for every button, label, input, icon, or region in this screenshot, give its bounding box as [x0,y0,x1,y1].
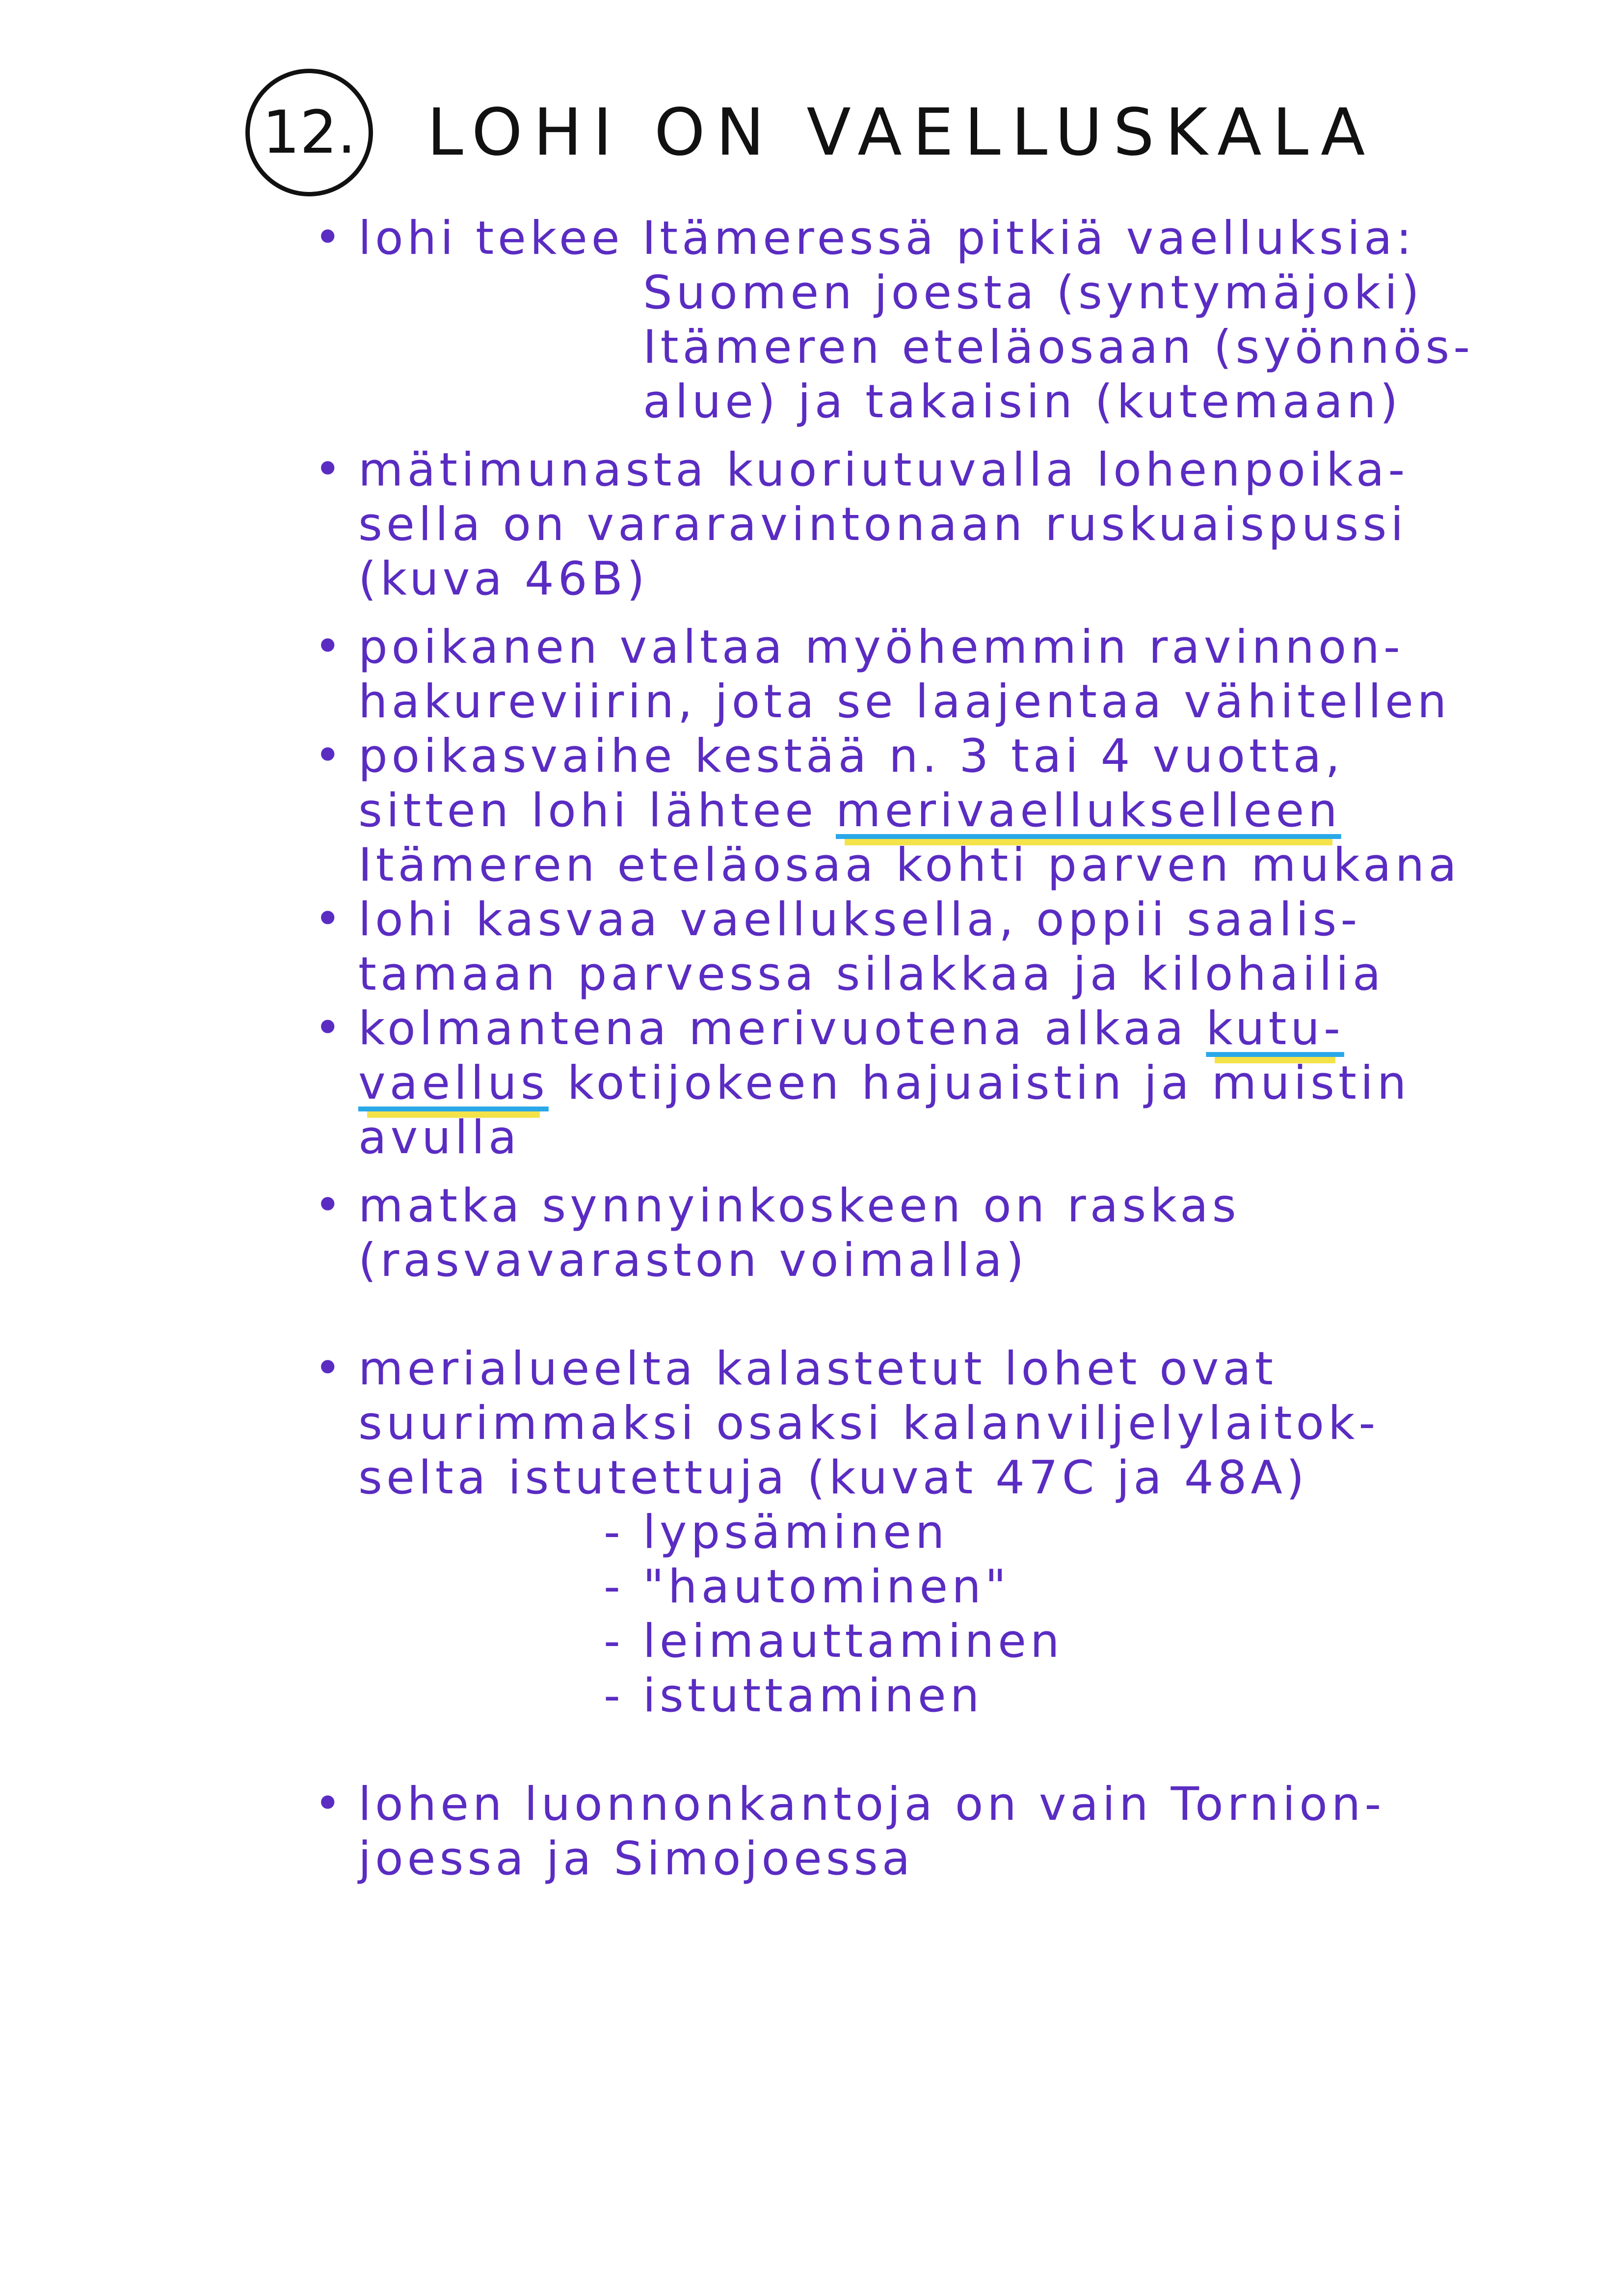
note-line [358,783,1600,838]
note-item [304,892,1600,1001]
sub-item: - "hautominen" [604,1560,1011,1614]
note-line: hakureviirin, jota se laajentaa vähitellen [358,675,1451,729]
bullet-icon: • [314,211,346,265]
note-line: poikasvaihe kestää n. 3 tai 4 vuotta, [358,729,1344,783]
note-line: matka synnyinkoskeen on raskas [358,1179,1240,1233]
sub-item: - leimauttaminen [604,1615,1064,1668]
note-line: lohi kasvaa vaelluksella, oppii saalis- [358,893,1361,946]
note-line: joessa ja Simojoessa [358,1832,914,1886]
note-line [358,1001,1600,1056]
note-item [304,729,1600,892]
note-line: tamaan parvessa silakkaa ja kilohailia [358,947,1385,1001]
note-line: sella on vararavintonaan ruskuaispussi [358,498,1408,551]
bullet-icon: • [314,443,346,496]
note-item [304,620,1600,729]
sub-item: - istuttaminen [604,1669,984,1723]
note-line: selta istutettuja (kuvat 47C ja 48A) [358,1451,1308,1505]
sub-item: - lypsäminen [604,1506,949,1559]
note-line: avulla [358,1111,521,1164]
bullet-icon: • [314,620,346,674]
note-line: merialueelta kalastetut lohet ovat [358,1342,1277,1396]
note-text: kolmantena merivuotena alkaa [358,1002,1206,1055]
bullet-icon: • [314,1777,346,1831]
note-line: mätimunasta kuoriutuvalla lohenpoika- [358,443,1409,497]
page-header [245,64,1376,201]
note-line: lohi tekee Itämeressä pitkiä vaelluksia: [358,212,1416,265]
note-item [304,443,1600,606]
note-line: lohen luonnonkantoja on vain Tornion- [358,1778,1385,1831]
note-line: (rasvavaraston voimalla) [358,1234,1028,1287]
note-line: suurimmaksi osaksi kalanviljelylaitok- [358,1397,1380,1450]
sub-list [358,1505,1600,1723]
note-item [304,211,1600,429]
note-line: (kuva 46B) [358,552,649,606]
note-line [358,1056,1600,1110]
note-list [304,211,1600,1886]
note-line: poikanen valtaa myöhemmin ravinnon- [358,621,1404,674]
note-text: kotijokeen hajuaistin ja muistin [548,1056,1410,1110]
note-item [304,1342,1600,1723]
bullet-icon: • [314,1001,346,1055]
note-line: Itämeren eteläosaan (syönnös- [643,321,1474,374]
note-line: Suomen joesta (syntymäjoki) [643,266,1423,320]
note-item [304,1001,1600,1165]
bullet-icon: • [314,1179,346,1232]
bullet-icon: • [314,1342,346,1395]
bullet-icon: • [314,729,346,783]
note-item [304,1777,1600,1886]
highlighted-term: kutu- [1206,1002,1344,1055]
highlighted-term: merivaellukselleen [836,784,1341,837]
note-text: sitten lohi lähtee [358,784,836,837]
bullet-icon: • [314,892,346,946]
chapter-number: 12. [245,69,373,196]
highlighted-term: vaellus [358,1056,549,1110]
note-line: Itämeren eteläosaa kohti parven mukana [358,838,1461,892]
page-title: LOHI ON VAELLUSKALA [427,95,1376,170]
note-line: alue) ja takaisin (kutemaan) [643,375,1402,429]
note-item [304,1179,1600,1288]
